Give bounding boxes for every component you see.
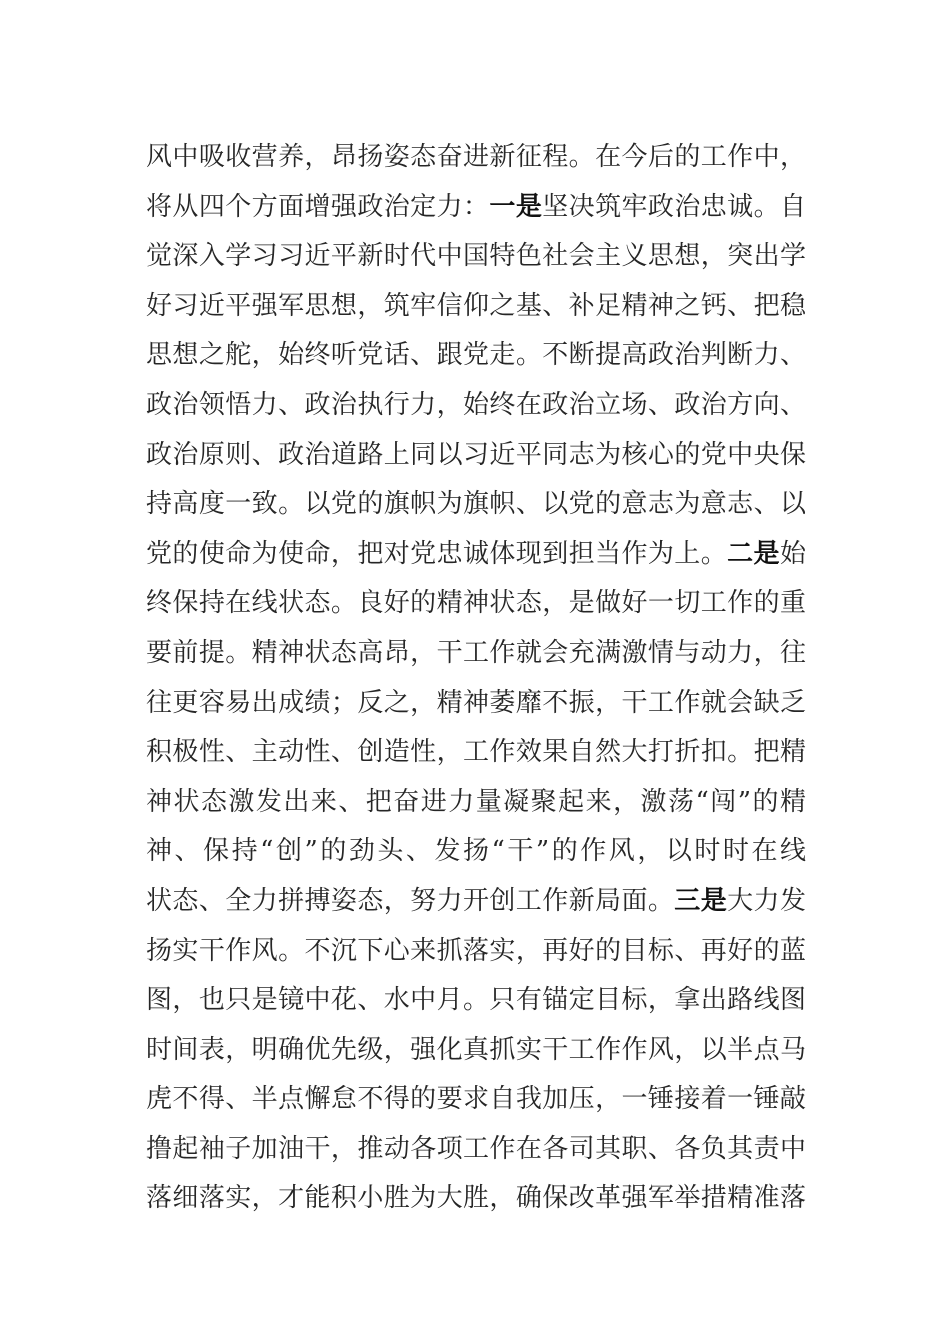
text-line: [146, 1026, 806, 1076]
text-line: [146, 877, 806, 927]
text-segment: 扬实干作风。不沉下心来抓落实，再好的目标、再好的蓝: [146, 935, 806, 966]
text-segment: 好习近平强军思想，筑牢信仰之基、补足精神之钙、把稳: [146, 290, 806, 321]
text-line: [146, 827, 806, 877]
bold-keyword: 三是: [674, 885, 728, 916]
text-segment: 虎不得、半点懈怠不得的要求自我加压，一锤接着一锤敲: [146, 1084, 806, 1115]
text-segment: 始: [779, 538, 806, 569]
text-line: [146, 629, 806, 679]
text-segment: 持高度一致。以党的旗帜为旗帜、以党的意志为意志、以: [146, 489, 806, 520]
bold-keyword: 一是: [489, 191, 543, 222]
bold-keyword: 二是: [727, 538, 780, 569]
text-segment: 神、保持“创”的劲头、发扬“干”的作风，以时时在线: [146, 836, 806, 867]
text-line: [146, 1125, 806, 1175]
text-segment: 往更容易出成绩；反之，精神萎靡不振，干工作就会缺乏: [146, 687, 806, 718]
text-segment: 党的使命为使命，把对党忠诚体现到担当作为上。: [146, 538, 728, 569]
text-line: [146, 431, 806, 481]
text-line: [146, 282, 806, 332]
text-segment: 政治领悟力、政治执行力，始终在政治立场、政治方向、: [146, 389, 806, 420]
text-segment: 积极性、主动性、创造性，工作效果自然大打折扣。把精: [146, 737, 806, 768]
text-segment: 要前提。精神状态高昂，干工作就会充满激情与动力，往: [146, 637, 806, 668]
text-line: [146, 927, 806, 977]
text-segment: 神状态激发出来、把奋进力量凝聚起来，激荡“闯”的精: [146, 786, 806, 817]
text-line: [146, 480, 806, 530]
text-segment: 图，也只是镜中花、水中月。只有锚定目标，拿出路线图: [146, 985, 806, 1016]
text-line: [146, 133, 806, 183]
text-segment: 终保持在线状态。良好的精神状态，是做好一切工作的重: [146, 588, 806, 619]
text-line: [146, 381, 806, 431]
text-segment: 时间表，明确优先级，强化真抓实干工作作风，以半点马: [146, 1034, 806, 1065]
text-segment: 大力发: [727, 885, 806, 916]
text-segment: 风中吸收营养，昂扬姿态奋进新征程。在今后的工作中，: [146, 142, 806, 172]
text-line: [146, 976, 806, 1026]
text-segment: 撸起袖子加油干，推动各项工作在各司其职、各负其责中: [146, 1133, 806, 1164]
text-segment: 觉深入学习习近平新时代中国特色社会主义思想，突出学: [146, 241, 806, 272]
text-line: [146, 579, 806, 629]
text-line: [146, 232, 806, 282]
text-segment: 坚决筑牢政治忠诚。自: [542, 191, 806, 222]
text-segment: 状态、全力拼搏姿态，努力开创工作新局面。: [146, 885, 675, 916]
text-line: [146, 183, 806, 233]
text-line: [146, 530, 806, 580]
text-segment: 思想之舵，始终听党话、跟党走。不断提高政治判断力、: [146, 340, 806, 371]
text-segment: 将从四个方面增强政治定力：: [146, 191, 490, 222]
text-line: [146, 778, 806, 828]
text-segment: 政治原则、政治道路上同以习近平同志为核心的党中央保: [146, 439, 806, 470]
text-line: [146, 728, 806, 778]
text-line: [146, 331, 806, 381]
body-text: [146, 133, 806, 1224]
text-segment: 落细落实，才能积小胜为大胜，确保改革强军举措精准落: [146, 1183, 806, 1214]
text-line: [146, 1174, 806, 1224]
text-line: [146, 679, 806, 729]
text-line: [146, 1075, 806, 1125]
